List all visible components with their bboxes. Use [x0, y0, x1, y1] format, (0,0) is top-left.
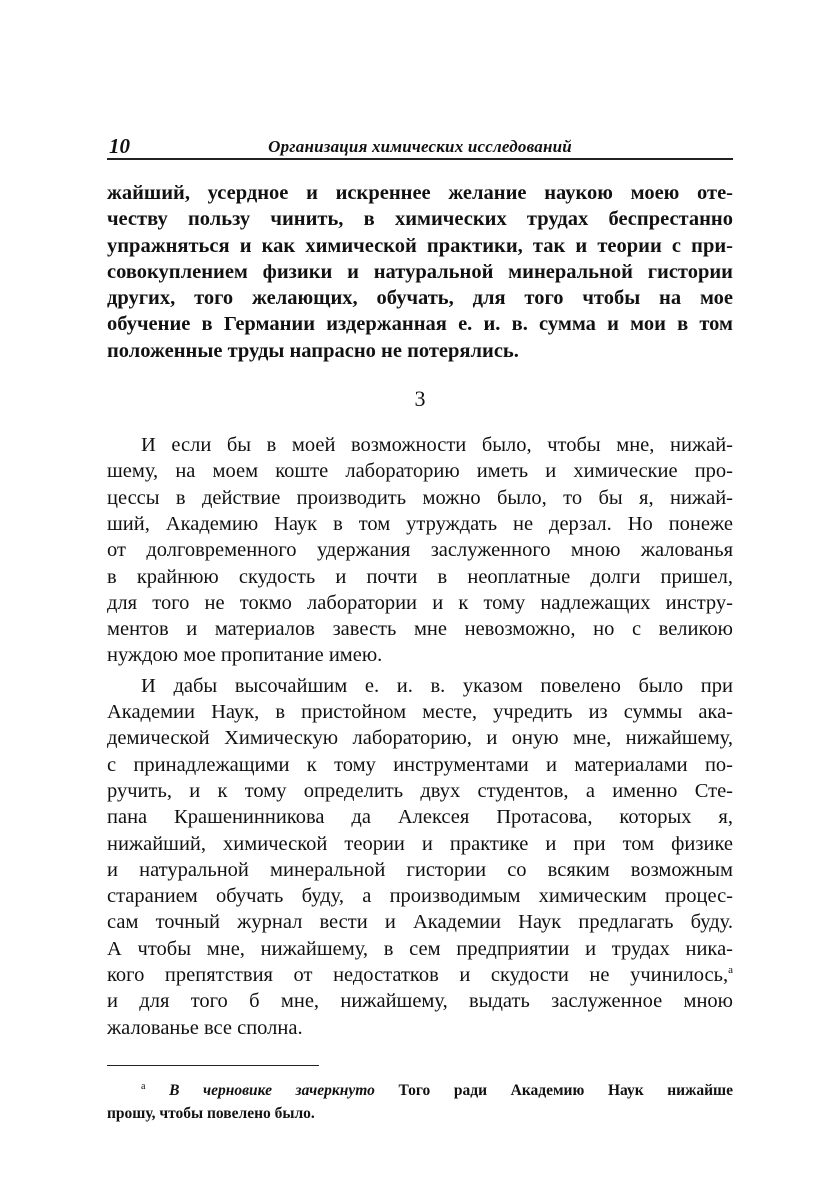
running-head: Организация химических исследований — [268, 137, 572, 156]
footnote-reference: а — [728, 964, 733, 977]
text-line: старанием обучать буду, а производимым химическим процес- — [107, 885, 733, 908]
text-line: пана Крашенинникова да Алексея Протасова, которых я, — [107, 806, 733, 829]
footnote-divider — [107, 1065, 319, 1066]
text-line: цессы в действие производить можно было, то бы я, нижай- — [107, 486, 733, 509]
text-line: нуждою мое пропитание имею. — [107, 644, 383, 667]
text-line: совокуплением физики и натуральной минеральной гистории — [107, 260, 733, 283]
text-line: жалованье все сполна. — [107, 1016, 303, 1039]
text-line: сам точный журнал вести и Академии Наук предлагать буду. — [107, 911, 733, 934]
text-line: других, того желающих, обучать, для того чтобы на мое — [107, 287, 733, 310]
opening-paragraph — [107, 180, 733, 364]
text-line: Академии Наук, в пристойном месте, учредить из суммы ака- — [107, 701, 733, 724]
text-line: обучение в Германии издержанная е. и. в. сумма и мои в том — [107, 313, 733, 336]
text-line: жайший, усердное и искреннее желание наукою моею оте- — [107, 182, 733, 204]
text-line: упражняться и как химической практики, так и теории с при- — [107, 234, 733, 257]
text-line: и натуральной минеральной гистории со всяким возможным — [107, 858, 733, 881]
section-number: 3 — [414, 386, 426, 412]
section-paragraph-1 — [107, 432, 733, 669]
page-number: 10 — [109, 134, 130, 158]
text-line: для того не токмо лаборатории и к тому надлежащих инстру- — [107, 591, 733, 614]
body-text — [107, 180, 733, 1041]
footnote-line — [107, 1079, 733, 1102]
text-line: ручить, и к тому определить двух студентов, а именно Сте- — [107, 779, 733, 802]
footnote — [107, 1079, 733, 1125]
text-line: от долговременного удержания заслуженного мною жалованья — [107, 539, 733, 562]
footnote-line: прошу, чтобы повелено было. — [107, 1104, 315, 1122]
text-line: ментов и материалов завесть мне невозможно, но с великою — [107, 618, 733, 641]
text-line — [107, 962, 733, 988]
page — [107, 128, 733, 1125]
text-line: ший, Академию Наук в том утруждать не дерзал. Но понеже — [107, 512, 733, 535]
text-line: шему, на моем коште лабораторию иметь и химические про- — [107, 460, 733, 483]
text-line: и для того б мне, нижайшему, выдать заслуженное мною — [107, 990, 733, 1013]
text-line: нижайший, химической теории и практике и при том физике — [107, 832, 733, 855]
text-line-content: кого препятствия от недостатков и скудости не учинилось, — [107, 964, 729, 987]
footnote-editorial-note: В черновике зачеркнуто — [169, 1081, 375, 1099]
section-paragraph-2 — [107, 673, 733, 1041]
text-line: И если бы в моей возможности было, чтобы мне, нижай- — [141, 434, 733, 457]
text-line: И дабы высочайшим е. и. в. указом повелено было при — [141, 674, 733, 697]
text-line: А чтобы мне, нижайшему, в сем предприятии и трудах ника- — [107, 937, 733, 960]
footnote-text: Того ради Академию Наук нижайше — [398, 1081, 733, 1099]
text-line: демической Химическую лабораторию, и оную мне, нижайшему, — [107, 727, 733, 750]
footnote-label: а — [141, 1080, 146, 1092]
text-line: положенные труды напрасно не потерялись. — [107, 339, 519, 362]
text-line: в крайнюю скудость и почти в неоплатные долги пришел, — [107, 565, 733, 588]
page-header — [107, 128, 733, 160]
text-line: с принадлежащими к тому инструментами и материалами по- — [107, 753, 733, 776]
text-line: честву пользу чинить, в химических трудах беспрестанно — [107, 208, 733, 231]
